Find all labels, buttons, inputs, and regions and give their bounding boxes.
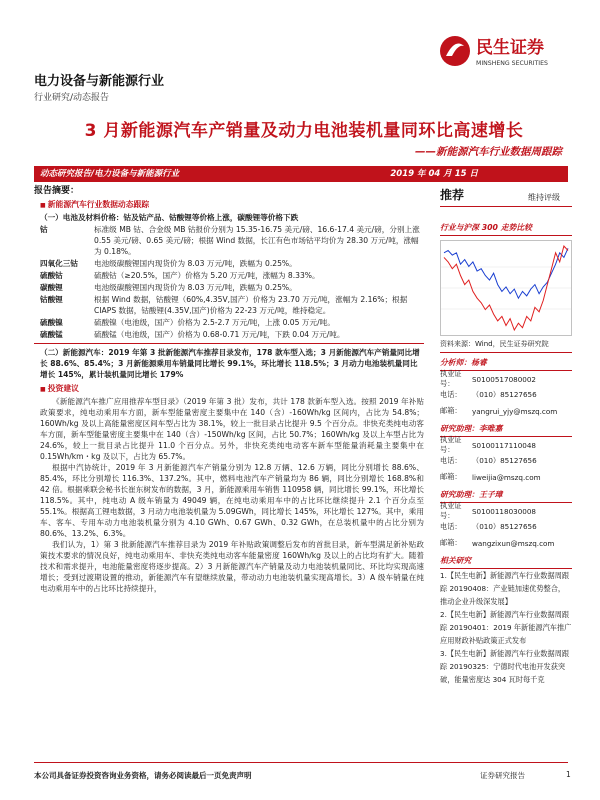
cert-label: 执业证号： [440, 435, 462, 454]
logo-mark-icon [436, 32, 576, 72]
tel-label: 电话： [440, 522, 462, 531]
cert-label: 执业证号： [440, 501, 462, 520]
email-label: 邮箱： [440, 472, 462, 481]
price-row [34, 329, 424, 340]
chart-source: 资料来源：Wind，民生证券研究院 [440, 336, 572, 353]
footer-divider [34, 762, 568, 763]
analyst-tel-row [440, 453, 572, 469]
ev-subheading: （二）新能源汽车：2019 年第 3 批新能源汽车推荐目录发布，178 款车型入选；3 月新能源汽车产销量同比增长 88.6%、85.4%；3 月新能源乘用车销量同比增长 99.1%，环比增长 118.5%；3 月动力电池装机量同比增长 145%，累计装机量同比增长 179% [40, 348, 420, 379]
price-row-label: 碳酸锂 [40, 283, 63, 292]
analyst-name: 分析师：杨睿 [440, 355, 572, 371]
email-link[interactable]: wangzixun@mszq.com [472, 538, 555, 548]
summary-column [34, 186, 424, 594]
rating-text: 维持评级 [528, 193, 560, 202]
footer-report-type: 证券研究报告 [480, 771, 525, 780]
cert-value: S0100118030008 [472, 506, 537, 516]
tel-label: 电话： [440, 456, 462, 465]
price-row-label: 四氧化三钴 [40, 259, 78, 268]
price-row-label: 钴酸锂 [40, 295, 63, 304]
header-banner [34, 166, 568, 182]
price-row [34, 317, 424, 328]
price-row-value: 硫酸锰（电池级，国产）价格为 0.68-0.71 万元/吨，下跌 0.04 万元/吨。 [94, 330, 345, 339]
related-item[interactable]: 1.【民生电新】新能源汽车行业数据周跟踪 20190408：产业链加速优势整合，推动企业升级深发展】 [440, 571, 570, 606]
bullet-title-data: ■ 新能源汽车行业数据动态跟踪 [40, 199, 424, 211]
price-row [34, 294, 424, 316]
cert-value: S0100517080002 [472, 374, 537, 384]
logo-text: 民生证券 [476, 38, 544, 58]
logo-subtext: MINSHENG SECURITIES [476, 60, 548, 67]
trend-chart-svg [440, 240, 572, 336]
price-row-label: 硫酸钴 [40, 271, 63, 280]
price-row-value: 硫酸钴（≥20.5%，国产）价格为 5.20 万元/吨，涨幅为 8.33%。 [94, 271, 320, 280]
analyst-name: 研究助理：王子璋 [440, 487, 572, 503]
price-row-label: 硫酸锰 [40, 330, 63, 339]
price-subheading: （一）电池及材料价格：钴及钴产品、钴酸锂等价格上涨，碳酸锂等价格下跌 [40, 213, 299, 222]
analyst-cert-row [440, 371, 572, 387]
price-row-value: 电池级碳酸锂国内现货价为 8.03 万元/吨，跌幅为 0.25%。 [94, 259, 297, 268]
analyst-email-row [440, 403, 572, 419]
trend-chart [440, 240, 572, 336]
related-item[interactable]: 3.【民生电新】新能源汽车行业数据周跟踪 20190325：宁德时代电池开发获突破，能量密度达 304 瓦时每千克 [440, 649, 570, 684]
tel-value: （010）85127656 [472, 390, 537, 399]
industry-title: 电力设备与新能源行业 [34, 74, 165, 89]
summary-heading: 报告摘要： [34, 186, 80, 196]
analyst-email-row [440, 535, 572, 551]
series-line-0 [444, 248, 568, 298]
analyst-tel-row [440, 387, 572, 403]
related-list [440, 569, 572, 686]
paragraph: 《新能源汽车推广应用推荐车型目录》（2019 年第 3 批）发布，共计 178 款新车型入选。按照 2019 年补贴政策要求，纯电动乘用车方面，新车型能量密度主要集中在 140（含）-160Wh/kg 区间内，占比为 54.8%；160Wh/kg 及以上高能量密度区间车型占比为 38.1%，较上一批目录占比提升 9.5 个百分点。非快充类纯电动客车方面，新车型能量密度主要集中在 140（含）-150Wh/kg 区间，占比 50.7%；160Wh/kg 及以上车型占比为 24.6%，较上一批目录占比提升 11.0 个百分点。另外，非快充类纯电动客车新车型能量消耗量主要集中在 0.15Wh/km・kg 及以下，占比为 65.7%。 [40, 397, 424, 461]
price-table [34, 224, 424, 340]
analyst-email-row [440, 469, 572, 485]
paragraph: 我们认为，1）第 3 批新能源汽车推荐目录为 2019 年补贴政策调整后发布的首批目录，新车型满足新补贴政策技术要求的情况良好，纯电动乘用车、非快充类纯电动客车能量密度 160Wh/kg 及以上的占比均有扩大。随着技术和需求提升，电池能量密度将逐步提高。2）3 月新能源汽车产销量及动力电池装机量同比、环比均实现高速增长；受到过渡期设置的推动，新能源汽车有望继续放量，带动动力电池装机量实现高增长。3）A 级车销量在纯电动乘用车中的占比环比持续提升， [40, 540, 424, 593]
analyst-cert-row [440, 503, 572, 519]
report-type: 行业研究/动态报告 [34, 93, 110, 103]
related-title: 相关研究 [440, 551, 572, 569]
price-row [34, 224, 424, 257]
cert-label: 执业证号： [440, 369, 462, 388]
section-divider [34, 343, 424, 344]
bullet-title-invest: ■ 投资建议 [40, 383, 424, 395]
email-label: 邮箱： [440, 538, 462, 547]
sidebar-column [440, 186, 572, 686]
report-subtitle: ——新能源汽车行业数据周跟踪 [415, 146, 562, 158]
email-link[interactable]: liweijia@mszq.com [472, 472, 541, 482]
analyst-block [440, 487, 572, 551]
price-row-label: 硫酸镍 [40, 318, 63, 327]
banner-category: 动态研究报告/电力设备与新能源行业 [40, 169, 180, 179]
price-row-value: 硫酸镍（电池级，国产）价格为 2.5-2.7 万元/吨，上涨 0.05 万元/吨。 [94, 318, 335, 327]
page-number: 1 [566, 770, 571, 779]
rating-row [440, 186, 572, 207]
cert-value: S0100117110048 [472, 440, 537, 450]
price-row [34, 258, 424, 269]
price-row-value: 标准级 MB 钴、合金级 MB 钴报价分别为 15.35-16.75 美元/磅、16.6-17.4 美元/磅，分别上涨 0.55 美元/磅、0.65 美元/磅；根据 Wind 数据，长江有色市场钴平均价为 28.30 万元/吨，涨幅为 0.18%。 [94, 225, 420, 256]
email-label: 邮箱： [440, 406, 462, 415]
price-row [34, 282, 424, 293]
price-row-label: 钴 [40, 225, 48, 234]
paragraph: 根据中汽协统计，2019 年 3 月新能源汽车产销量分别为 12.8 万辆、12.6 万辆，同比分别增长 88.6%、85.4%，环比分别增长 116.3%、137.2%。其中，燃料电池汽车产销量均为 86 辆，同比分别增长 168.8%和 42 倍。根据乘联会秘书长崔东树发布的数据，3 月，新能源乘用车销售 110958 辆，同比增长 99.1%，环比增长 118.5%。其中，纯电动 A 级车销量为 49049 辆，在纯电动乘用车中的占比环比继续提升 2.1 个百分点至 55.1%。根据高工锂电数据，3 月动力电池装机量为 5.09GWh，同比增长 145%，环比增长 127%。其中，乘用车、客车、专用车动力电池装机量分别为 4.10 GWh、0.67 GWh、0.32 GWh，在总装机量中的占比分别为 80.6%、13.2%、6.3%。 [40, 463, 424, 538]
tel-label: 电话： [440, 390, 462, 399]
chart-title: 行业与沪深 300 走势比较 [440, 219, 572, 236]
report-title: 3 月新能源汽车产销量及动力电池装机量同环比高速增长 [84, 121, 524, 141]
email-link[interactable]: yangrui_yjy@mszq.com [472, 406, 558, 416]
analyst-block [440, 421, 572, 485]
price-row-value: 根据 Wind 数据，钴酸锂（60%,4.35V,国产）价格为 23.70 万元/吨，涨幅为 2.16%；根据 CIAPS 数据，钴酸锂(4.35V,国产)价格为 22-23 万元/吨，维持稳定。 [94, 295, 408, 315]
price-row [34, 270, 424, 281]
minsheng-logo [436, 32, 576, 72]
analyst-tel-row [440, 519, 572, 535]
footer-disclaimer: 本公司具备证券投资咨询业务资格，请务必阅读最后一页免责声明 [34, 771, 252, 780]
related-item[interactable]: 2.【民生电新】新能源汽车行业数据周跟踪 20190401：2019 年新能源汽车推广应用财政补贴政策正式发布 [440, 610, 572, 645]
analyst-block [440, 355, 572, 419]
tel-value: （010）85127656 [472, 522, 537, 531]
analyst-name: 研究助理：李唯嘉 [440, 421, 572, 437]
tel-value: （010）85127656 [472, 456, 537, 465]
analyst-cert-row [440, 437, 572, 453]
recommend-label: 推荐 [440, 188, 465, 202]
price-row-value: 电池级碳酸锂国内现货价为 8.03 万元/吨，跌幅为 0.25%。 [94, 283, 297, 292]
banner-date: 2019 年 04 月 15 日 [390, 169, 478, 179]
